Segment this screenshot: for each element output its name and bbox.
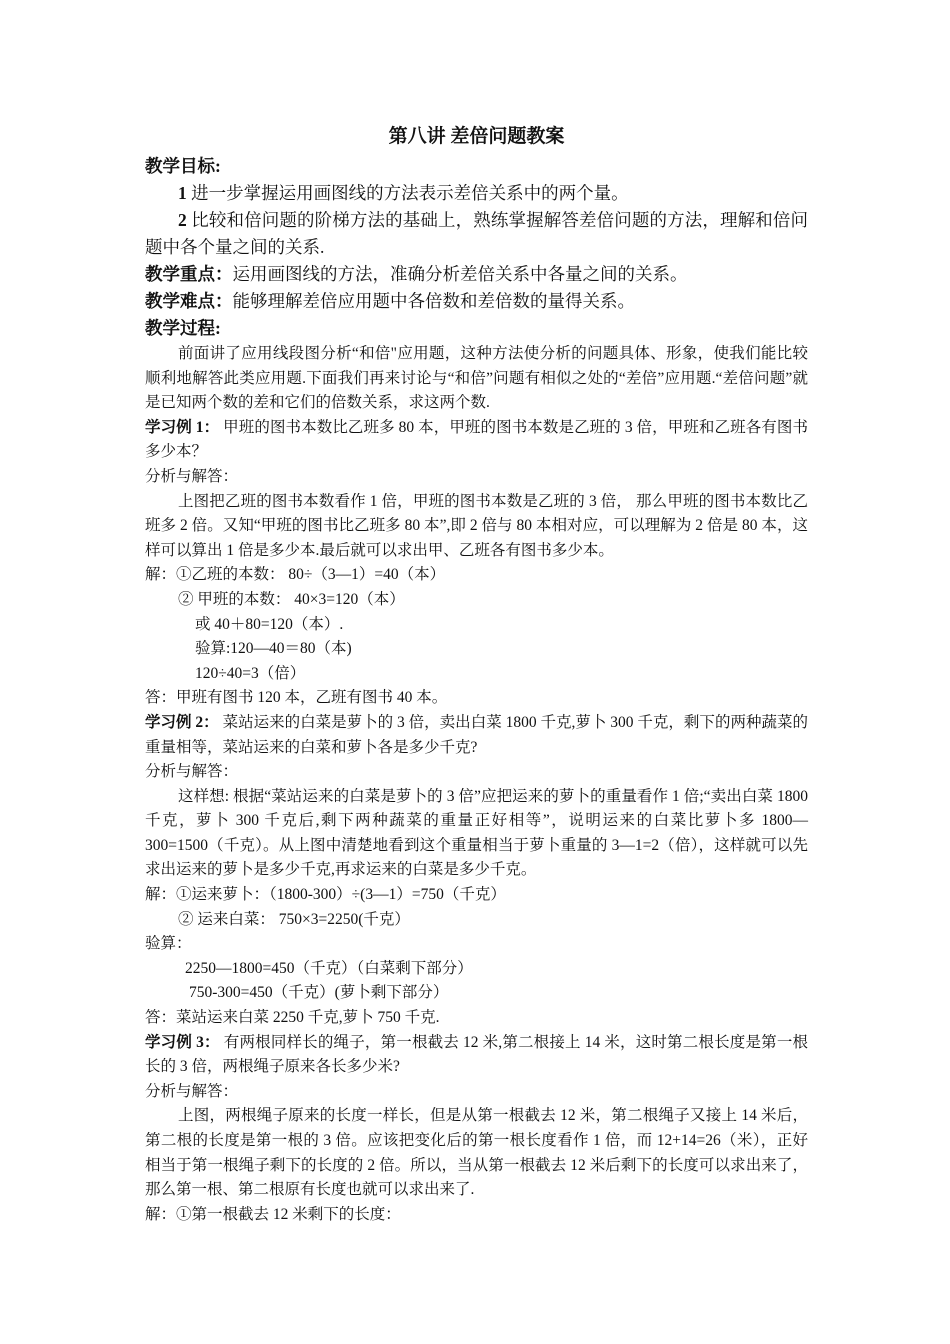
page-title: 第八讲 差倍问题教案 xyxy=(388,126,565,147)
process-heading: 教学过程: xyxy=(145,318,221,338)
example-3-analysis: 上图，两根绳子原来的长度一样长，但是从第一根截去 12 米，第二根绳子又接上 14 米后，第二根的长度是第一根的 3 倍。应该把变化后的第一根长度看作 1 倍，而 12+14=26（米），正好相当于第一根绳子剩下的长度的 2 倍。所以，当从第一根截去 12 米后剩下的长度可以求出来了，那么第一根、第二根原有长度也就可以求出来了. xyxy=(145,1107,808,1199)
example-3-label: 学习例 3： xyxy=(145,1033,220,1051)
example-1-analysis: 上图把乙班的图书本数看作 1 倍，甲班的图书本数是乙班的 3 倍， 那么甲班的图书本数比乙班多 2 倍。又知“甲班的图书比乙班多 80 本”,即 2 倍与 80 本相对应，可以理解为 2 倍是 80 本，这样可以算出 1 倍是多少本.最后就可以求出甲、乙班各有图书多少本。 xyxy=(145,492,808,559)
difficulty xyxy=(145,288,808,315)
example-1-check-1: 验算:120—40＝80（本) xyxy=(195,640,352,658)
example-1-solution-3: 或 40＋80=120（本）. xyxy=(195,615,344,633)
document-page xyxy=(145,122,808,1227)
key-point xyxy=(145,261,808,288)
example-2-solution-2: ② 运来白菜： 750×3=2250(千克） xyxy=(178,910,410,928)
goal-item-2-num: 2 xyxy=(178,210,187,230)
goal-item-1-text: 进一步掌握运用画图线的方法表示差倍关系中的两个量。 xyxy=(191,183,629,203)
goal-item-2 xyxy=(145,207,808,261)
example-1-solution-1: 解：①乙班的本数： 80÷（3—1）=40（本） xyxy=(145,566,446,584)
example-1-answer: 答：甲班有图书 120 本，乙班有图书 40 本。 xyxy=(145,689,448,707)
example-3-text: 有两根同样长的绳子，第一根截去 12 米,第二根接上 14 米，这时第二根长度是第一根长的 3 倍，两根绳子原来各长多少米? xyxy=(145,1033,808,1076)
example-2-label: 学习例 2： xyxy=(145,713,219,731)
example-2-check-1: 2250—1800=450（千克）（白菜剩下部分） xyxy=(185,959,473,977)
example-1-question xyxy=(145,416,808,465)
difficulty-text: 能够理解差倍应用题中各倍数和差倍数的量得关系。 xyxy=(232,291,635,311)
example-1-check-2: 120÷40=3（倍） xyxy=(195,664,306,682)
example-2-solution-1: 解：①运来萝卜：（1800-300）÷(3—1）=750（千克） xyxy=(145,886,506,904)
goal-item-2-text: 比较和倍问题的阶梯方法的基础上，熟练掌握解答差倍问题的方法，理解和倍问题中各个量之间的关系. xyxy=(145,210,808,257)
example-1-solution-2: ② 甲班的本数： 40×3=120（本） xyxy=(178,590,405,608)
key-point-text: 运用画图线的方法，准确分析差倍关系中各量之间的关系。 xyxy=(232,264,688,284)
example-1-label: 学习例 1： xyxy=(145,418,220,436)
example-2-analysis-label: 分析与解答： xyxy=(145,763,239,781)
example-2-analysis: 这样想: 根据“菜站运来的白菜是萝卜的 3 倍”应把运来的萝卜的重量看作 1 倍;“卖出白菜 1800 千克，萝卜 300 千克后,剩下两种蔬菜的重量正好相等”，说明运来的白菜比萝卜多 1800—300=1500（千克）。从上图中清楚地看到这个重量相当于萝卜重量的 3—1=2（倍），这样就可以先求出运来的萝卜是多少千克,再求运来的白菜是多少千克。 xyxy=(145,787,808,879)
goal-item-1 xyxy=(145,180,808,207)
example-2-question xyxy=(145,711,808,760)
example-2-answer: 答：菜站运来白菜 2250 千克,萝卜 750 千克. xyxy=(145,1009,440,1027)
example-3-analysis-label: 分析与解答： xyxy=(145,1082,239,1100)
example-3-question xyxy=(145,1031,808,1080)
example-2-check-2: 750-300=450（千克）(萝卜剩下部分） xyxy=(189,984,449,1002)
example-1-analysis-label: 分析与解答： xyxy=(145,467,239,485)
process-intro: 前面讲了应用线段图分析“和倍"应用题，这种方法使分析的问题具体、形象，使我们能比较顺利地解答此类应用题.下面我们再来讨论与“和倍”问题有相似之处的“差倍”应用题.“差倍问题”就是已知两个数的差和它们的倍数关系，求这两个数. xyxy=(145,345,808,412)
example-3-solution-1: 解：①第一根截去 12 米剩下的长度： xyxy=(145,1205,401,1223)
key-point-heading: 教学重点： xyxy=(145,264,233,284)
goal-item-1-num: 1 xyxy=(178,183,187,203)
goals-heading: 教学目标: xyxy=(145,156,221,176)
example-1-text: 甲班的图书本数比乙班多 80 本，甲班的图书本数是乙班的 3 倍，甲班和乙班各有图书多少本？ xyxy=(145,418,808,461)
difficulty-heading: 教学难点： xyxy=(145,291,233,311)
example-2-check-label: 验算： xyxy=(145,935,192,953)
example-2-text: 菜站运来的白菜是萝卜的 3 倍，卖出白菜 1800 千克,萝卜 300 千克，剩下的两种蔬菜的重量相等，菜站运来的白菜和萝卜各是多少千克? xyxy=(145,713,808,756)
